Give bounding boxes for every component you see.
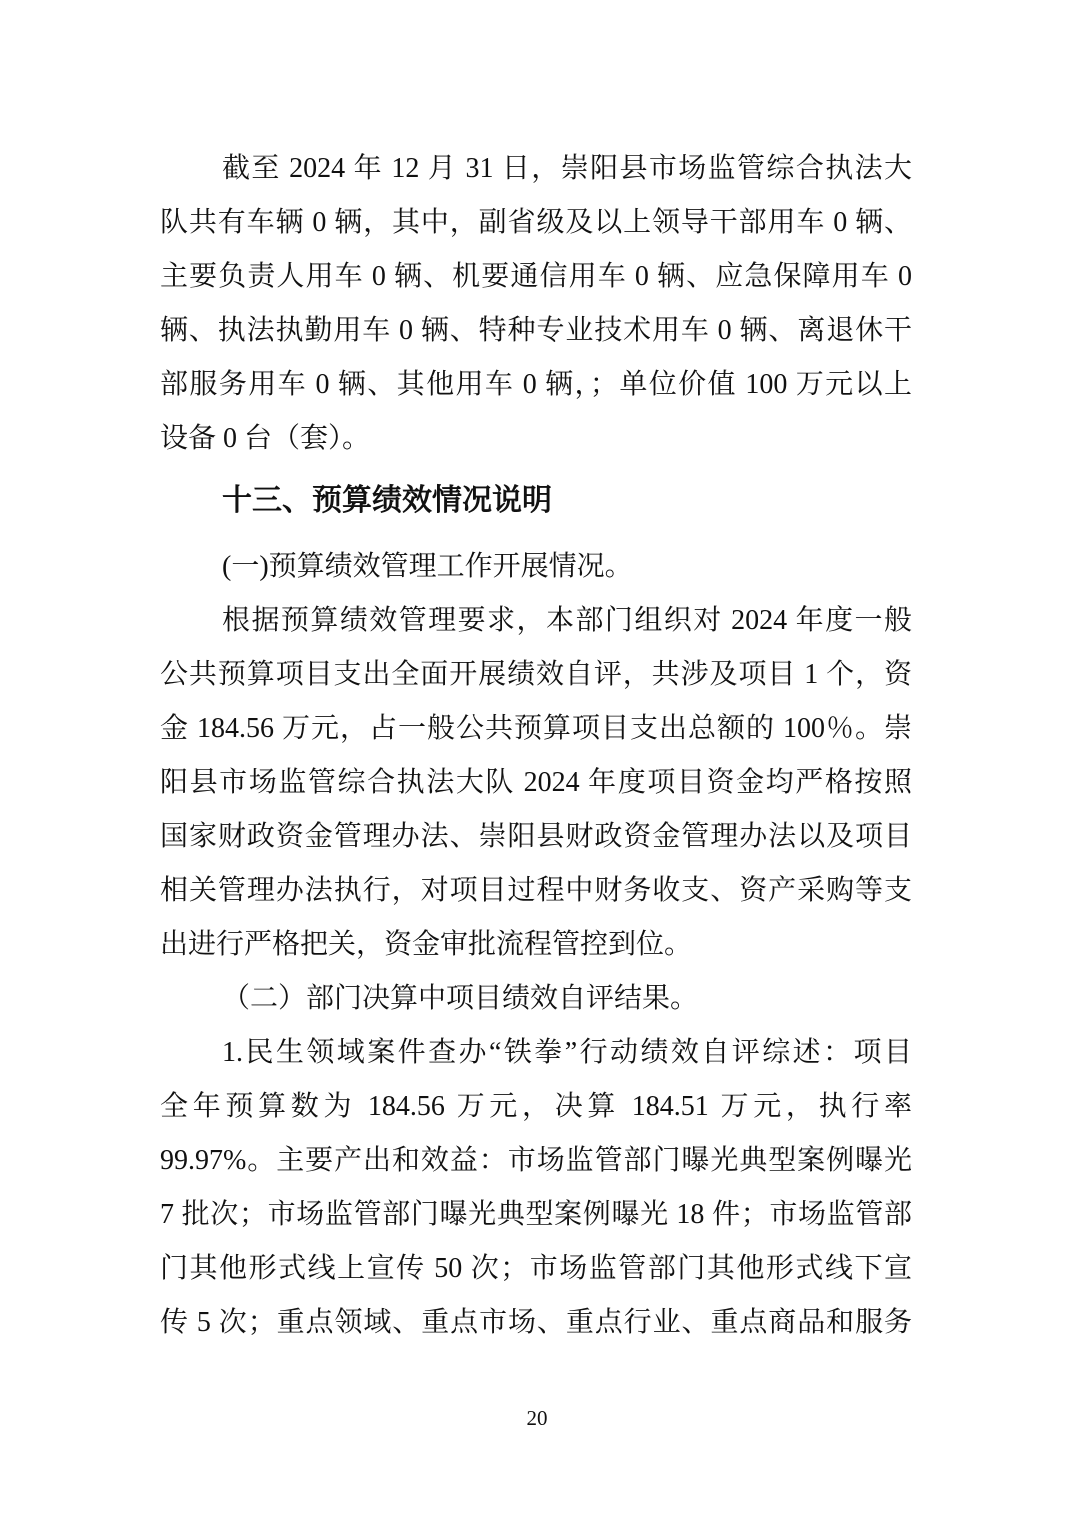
text-line: （二）部门决算中项目绩效自评结果。	[222, 983, 699, 1014]
text-line: 根据预算绩效管理要求，本部门组织对 2024 年度一般	[222, 605, 912, 636]
text-line: 传 5 次；重点领域、重点市场、重点行业、重点商品和服务	[160, 1307, 912, 1338]
text-line: 国家财政资金管理办法、崇阳县财政资金管理办法以及项目	[160, 821, 912, 852]
text-line: 相关管理办法执行，对项目过程中财务收支、资产采购等支	[160, 875, 912, 906]
text-line: 部服务用车 0 辆、其他用车 0 辆，；单位价值 100 万元以上	[160, 369, 912, 400]
text-line: 金 184.56 万元，占一般公共预算项目支出总额的 100％。崇	[160, 713, 912, 744]
text-line: 辆、执法执勤用车 0 辆、特种专业技术用车 0 辆、离退休干	[160, 315, 912, 346]
document-body	[160, 142, 912, 1350]
section-heading: 十三、预算绩效情况说明	[222, 484, 552, 517]
text-line: 队共有车辆 0 辆，其中，副省级及以上领导干部用车 0 辆、	[160, 207, 912, 238]
text-line: 截至 2024 年 12 月 31 日，崇阳县市场监管综合执法大	[222, 153, 912, 184]
text-line: (一)预算绩效管理工作开展情况。	[222, 551, 633, 582]
text-line: 出进行严格把关，资金审批流程管控到位。	[160, 929, 693, 960]
text-line: 7 批次；市场监管部门曝光典型案例曝光 18 件；市场监管部	[160, 1199, 912, 1230]
text-line: 设备 0 台（套）。	[160, 423, 371, 454]
page-number: 20	[526, 1406, 548, 1430]
text-line: 全年预算数为 184.56 万元，决算 184.51 万元，执行率	[160, 1091, 912, 1122]
text-line: 主要负责人用车 0 辆、机要通信用车 0 辆、应急保障用车 0	[160, 261, 912, 292]
text-line: 99.97%。主要产出和效益：市场监管部门曝光典型案例曝光	[160, 1145, 912, 1176]
text-line: 1.民生领域案件查办“铁拳”行动绩效自评综述：项目	[222, 1037, 912, 1068]
text-line: 阳县市场监管综合执法大队 2024 年度项目资金均严格按照	[160, 767, 912, 798]
text-line: 公共预算项目支出全面开展绩效自评，共涉及项目 1 个，资	[160, 659, 912, 690]
text-line: 门其他形式线上宣传 50 次；市场监管部门其他形式线下宣	[160, 1253, 912, 1284]
